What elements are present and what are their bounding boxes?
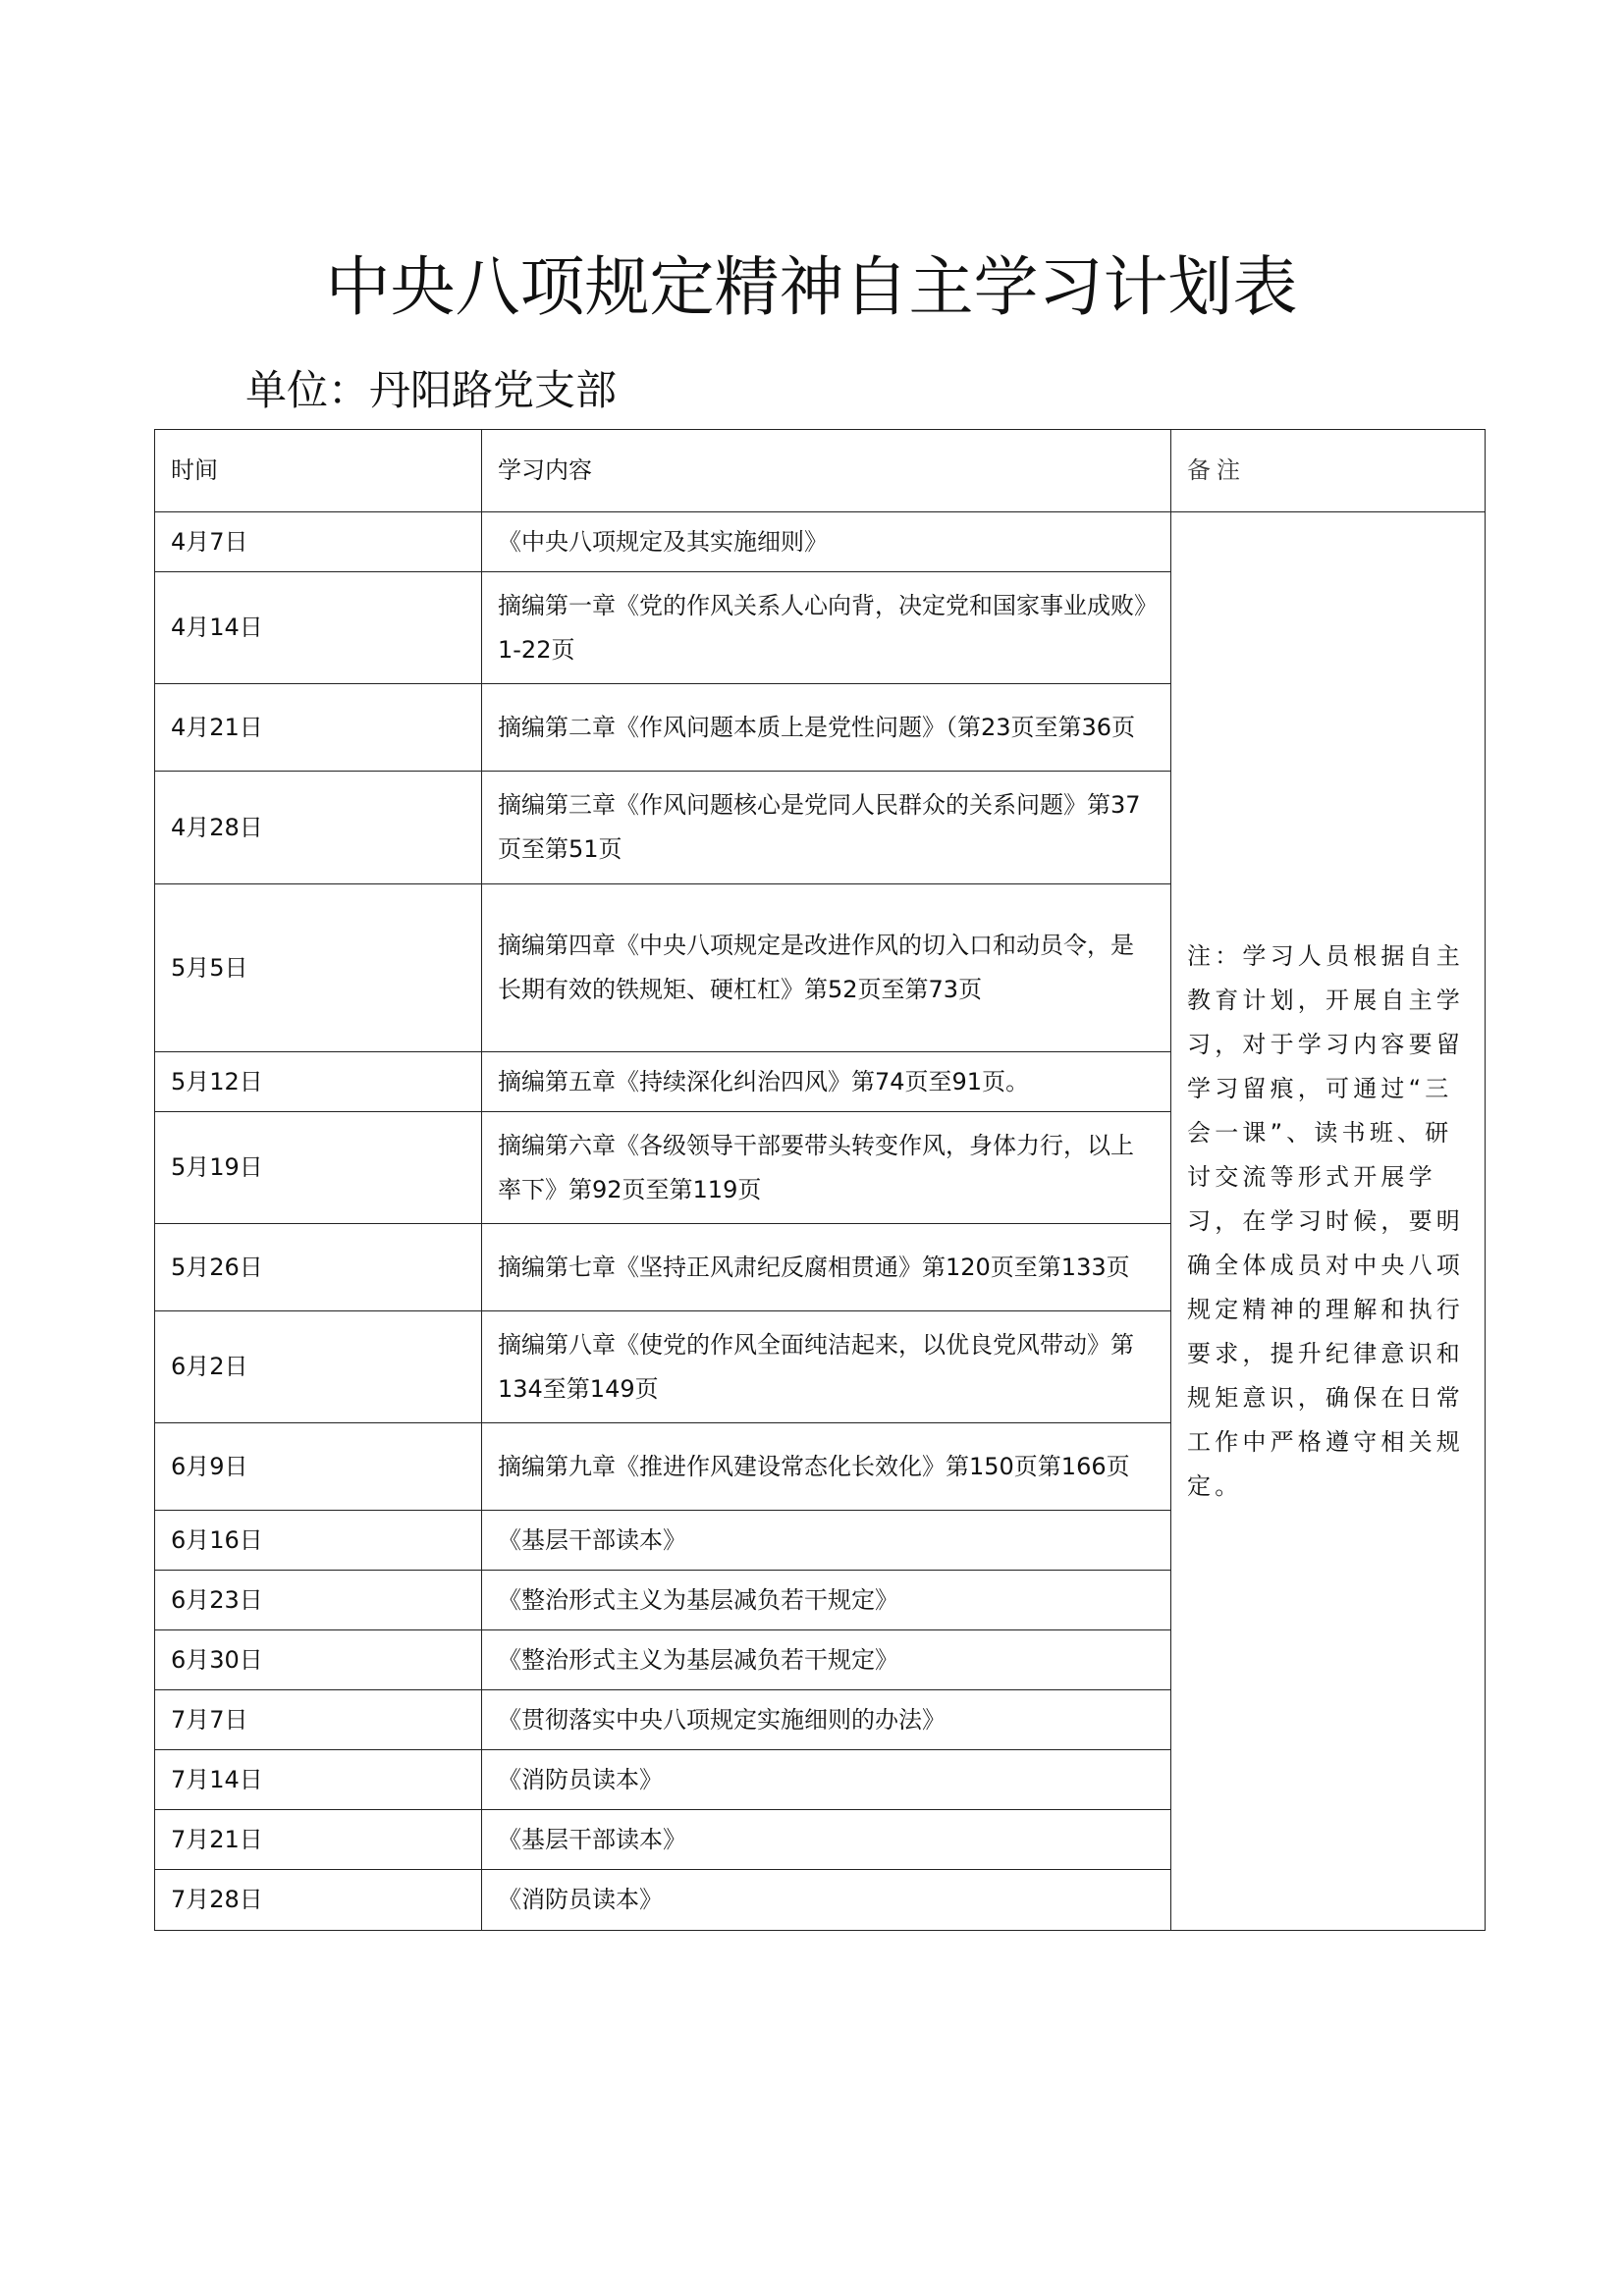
row-date: 4月7日 <box>155 512 482 572</box>
table-row <box>155 512 1486 572</box>
row-date: 5月5日 <box>155 884 482 1052</box>
row-date: 6月9日 <box>155 1423 482 1511</box>
row-content: 摘编第八章《使党的作风全面纯洁起来，以优良党风带动》第134至第149页 <box>482 1311 1171 1423</box>
unit-label: 单位：丹阳路党支部 <box>245 366 618 414</box>
row-date: 7月21日 <box>155 1810 482 1870</box>
row-content: 摘编第五章《持续深化纠治四风》第74页至91页。 <box>482 1052 1171 1112</box>
row-content: 《贯彻落实中央八项规定实施细则的办法》 <box>482 1690 1171 1750</box>
row-date: 6月16日 <box>155 1511 482 1571</box>
row-date: 5月19日 <box>155 1112 482 1224</box>
row-content: 《整治形式主义为基层减负若干规定》 <box>482 1571 1171 1630</box>
note-cell: 注：学习人员根据自主教育计划，开展自主学习，对于学习内容要留学习留痕，可通过“三会一课”、读书班、研讨交流等形式开展学习，在学习时候，要明确全体成员对中央八项规定精神的理解和执行要求，提升纪律意识和规矩意识，确保在日常工作中严格遵守相关规定。 <box>1171 512 1486 1931</box>
row-date: 6月30日 <box>155 1630 482 1690</box>
row-content: 摘编第七章《坚持正风肃纪反腐相贯通》第120页至第133页 <box>482 1224 1171 1311</box>
row-content: 摘编第二章《作风问题本质上是党性问题》（第23页至第36页 <box>482 684 1171 772</box>
row-content: 摘编第九章《推进作风建设常态化长效化》第150页第166页 <box>482 1423 1171 1511</box>
row-content: 《消防员读本》 <box>482 1870 1171 1931</box>
row-content: 摘编第四章《中央八项规定是改进作风的切入口和动员令，是长期有效的铁规矩、硬杠杠》第52页至第73页 <box>482 884 1171 1052</box>
row-content: 《中央八项规定及其实施细则》 <box>482 512 1171 572</box>
header-date: 时间 <box>155 430 482 512</box>
row-date: 6月2日 <box>155 1311 482 1423</box>
row-date: 4月14日 <box>155 572 482 684</box>
row-content: 摘编第一章《党的作风关系人心向背，决定党和国家事业成败》1-22页 <box>482 572 1171 684</box>
study-plan-table <box>154 429 1486 1931</box>
row-content: 《消防员读本》 <box>482 1750 1171 1810</box>
row-date: 5月26日 <box>155 1224 482 1311</box>
row-date: 7月7日 <box>155 1690 482 1750</box>
header-note: 备注 <box>1171 430 1486 512</box>
row-date: 5月12日 <box>155 1052 482 1112</box>
header-content: 学习内容 <box>482 430 1171 512</box>
row-date: 4月21日 <box>155 684 482 772</box>
row-content: 《基层干部读本》 <box>482 1511 1171 1571</box>
row-content: 摘编第三章《作风问题核心是党同人民群众的关系问题》第37页至第51页 <box>482 772 1171 884</box>
table-header-row <box>155 430 1486 512</box>
row-date: 7月28日 <box>155 1870 482 1931</box>
row-content: 《基层干部读本》 <box>482 1810 1171 1870</box>
row-content: 摘编第六章《各级领导干部要带头转变作风，身体力行，以上率下》第92页至第119页 <box>482 1112 1171 1224</box>
row-date: 4月28日 <box>155 772 482 884</box>
row-date: 6月23日 <box>155 1571 482 1630</box>
row-content: 《整治形式主义为基层减负若干规定》 <box>482 1630 1171 1690</box>
row-date: 7月14日 <box>155 1750 482 1810</box>
page-title: 中央八项规定精神自主学习计划表 <box>325 249 1298 325</box>
